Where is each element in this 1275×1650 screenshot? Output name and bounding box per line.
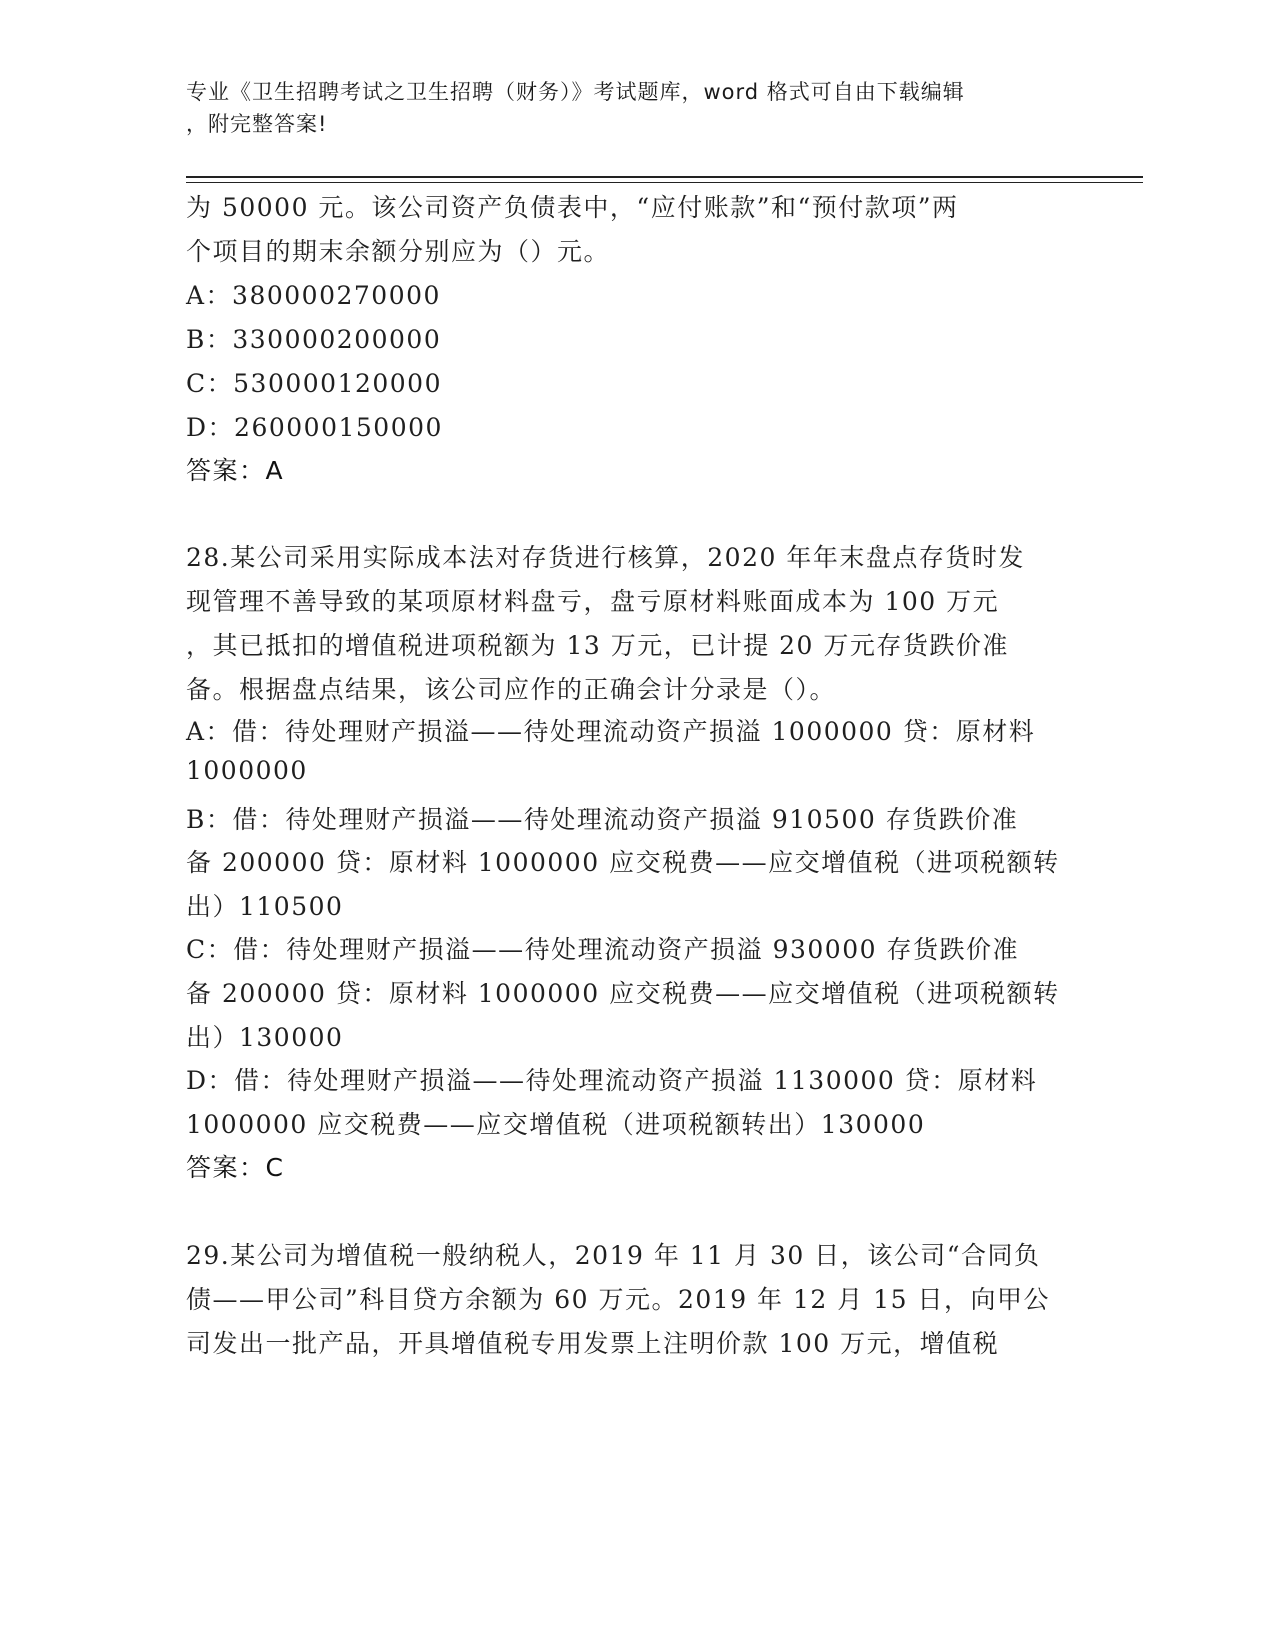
q27-option-c: C：530000120000 [186,369,442,398]
q28-text-line: 现管理不善导致的某项原材料盘亏，盘亏原材料账面成本为 100 万元 [186,587,1000,616]
header-line-2: ，附完整答案! [186,112,328,136]
q28-text-line: 28.某公司采用实际成本法对存货进行核算，2020 年年末盘点存货时发 [186,543,1025,572]
q28-option-b: B：借：待处理财产损溢——待处理流动资产损溢 910500 存货跌价准 [186,805,1019,834]
q28-option-b-cont: 出）110500 [186,892,344,921]
q29-text-line: 司发出一批产品，开具增值税专用发票上注明价款 100 万元，增值税 [186,1329,1000,1358]
q28-option-a: A：借：待处理财产损溢——待处理流动资产损溢 1000000 贷：原材料 [186,717,1036,746]
q29-text-line: 29.某公司为增值税一般纳税人，2019 年 11 月 30 日，该公司“合同负 [186,1241,1041,1270]
q27-option-b: B：330000200000 [186,325,442,354]
q28-option-a-cont: 1000000 [186,756,308,785]
q27-option-a: A：380000270000 [186,281,441,310]
q28-option-c-cont: 出）130000 [186,1023,344,1052]
q27-text-line: 个项目的期末余额分别应为（）元。 [186,237,611,266]
document-header [186,76,1066,140]
q28-option-c-cont: 备 200000 贷：原材料 1000000 应交税费——应交增值税（进项税额转 [186,979,1060,1008]
header-rule-thin [186,182,1143,183]
q28-option-c: C：借：待处理财产损溢——待处理流动资产损溢 930000 存货跌价准 [186,935,1019,964]
header-line-1: 专业《卫生招聘考试之卫生招聘（财务）》考试题库，word 格式可自由下载编辑 [186,80,965,104]
q28-text-line: ，其已抵扣的增值税进项税额为 13 万元，已计提 20 万元存货跌价准 [186,631,1009,660]
q28-text-line: 备。根据盘点结果，该公司应作的正确会计分录是（）。 [186,675,837,704]
q27-text-line: 为 50000 元。该公司资产负债表中，“应付账款”和“预付款项”两 [186,193,959,222]
q28-option-d-cont: 1000000 应交税费——应交增值税（进项税额转出）130000 [186,1110,926,1139]
q29-text-line: 债——甲公司”科目贷方余额为 60 万元。2019 年 12 月 15 日，向甲公 [186,1285,1050,1314]
q28-answer: 答案：C [186,1153,285,1182]
q28-option-b-cont: 备 200000 贷：原材料 1000000 应交税费——应交增值税（进项税额转 [186,848,1060,877]
q27-option-d: D：260000150000 [186,413,443,442]
header-rule-thick [186,176,1143,178]
q27-answer: 答案：A [186,456,285,485]
q28-option-d: D：借：待处理财产损溢——待处理流动资产损溢 1130000 贷：原材料 [186,1066,1038,1095]
